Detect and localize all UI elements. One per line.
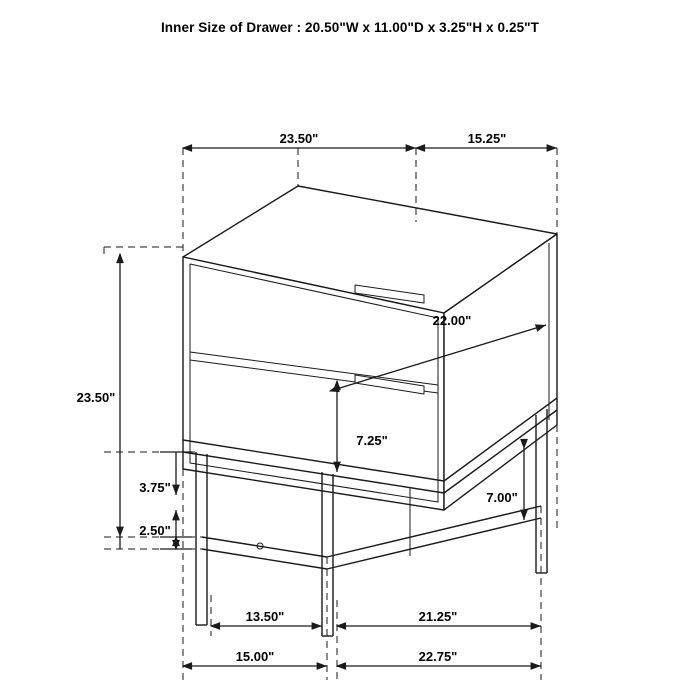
dim-label-base-inner-width: 13.50" (245, 609, 285, 624)
dim-label-drawer-inner-width: 22.00" (432, 313, 472, 328)
dim-label-top-depth: 15.25" (467, 131, 507, 146)
dim-label-base-side-span: 21.25" (418, 609, 458, 624)
dim-label-leg-clearance-height: 2.50" (139, 523, 171, 538)
dim-label-base-upper-rail-height: 3.75" (139, 480, 171, 495)
dim-label-base-outer-width: 15.00" (235, 649, 275, 664)
dim-label-overall-height: 23.50" (76, 390, 116, 405)
dim-leg-clearance-group (104, 537, 202, 549)
dim-label-drawer-stack-height: 7.25" (356, 433, 388, 448)
dim-bottom-row1-group (211, 595, 541, 680)
dim-label-side-leg-height: 7.00" (486, 490, 518, 505)
page-title: Inner Size of Drawer : 20.50"W x 11.00"D x 3.25"H x 0.25"T (160, 20, 540, 35)
dim-label-top-width-front: 23.50" (279, 131, 319, 146)
dim-label-base-outer-depth: 22.75" (418, 649, 458, 664)
